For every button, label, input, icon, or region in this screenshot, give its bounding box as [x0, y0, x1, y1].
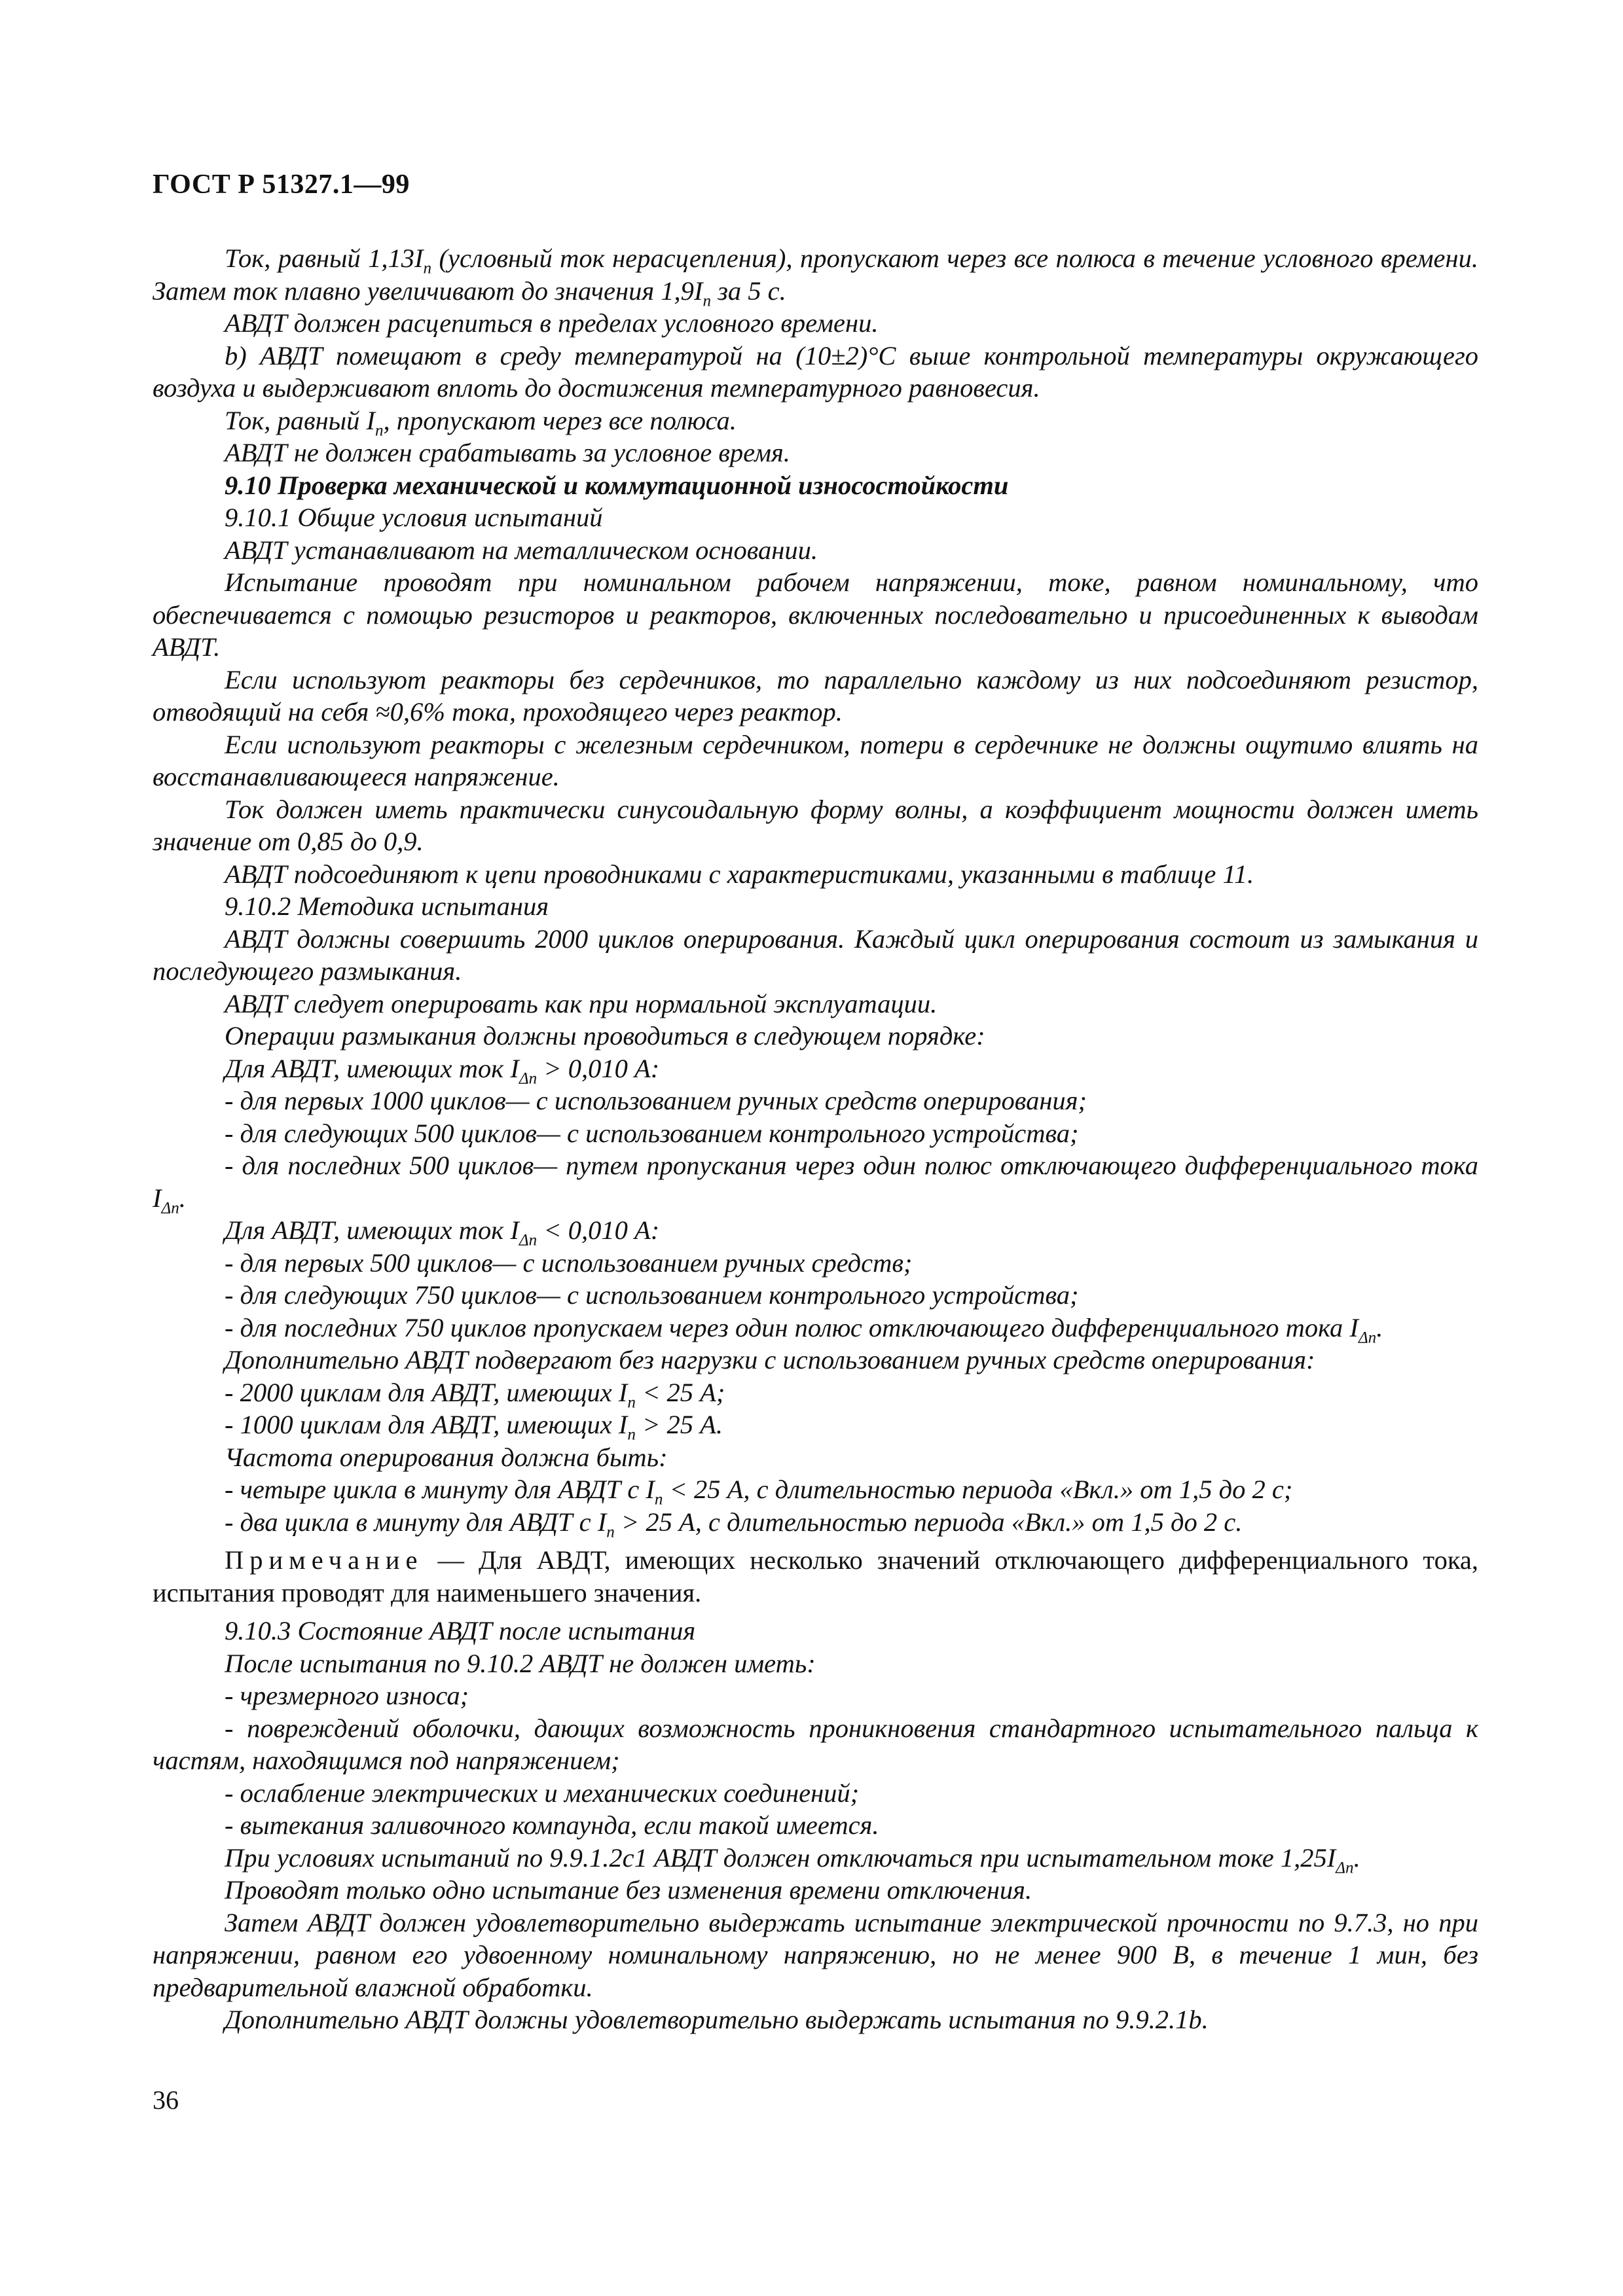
list-item: - два цикла в минуту для АВДТ с $I_n > 25$ А, с длительностью периода «Вкл.» от 1,5 до 2 с.: [225, 1507, 1243, 1541]
list-item: - повреждений оболочки, дающих возможность проникновения стандартного испытательного пальца к частям, находящимся под напряжением;: [153, 1713, 1478, 1775]
list-item: - вытекания заливочного компаунда, если такой имеется.: [225, 1810, 879, 1840]
paragraph: Ток, равный $I_n$, пропускают через все полюса.: [225, 405, 737, 440]
page-number: 36: [153, 2085, 179, 2115]
list-item: - для последних 750 циклов пропускаем через один полюс отключающего дифференциального тока $I_{\Delta n}$.: [225, 1312, 1383, 1347]
list-item: - четыре цикла в минуту для АВДТ с $I_n < 25$ А, с длительностью периода «Вкл.» от 1,5 до 2 с;: [225, 1475, 1293, 1509]
list-item: - для следующих 500 циклов— с использованием контрольного устройства;: [225, 1118, 1079, 1148]
document-body: [153, 242, 1478, 2036]
paragraph: АВДТ подсоединяют к цепи проводниками с характеристиками, указанными в таблице 11.: [225, 859, 1254, 889]
paragraph: Операции размыкания должны проводиться в следующем порядке:: [225, 1021, 985, 1050]
list-item: - чрезмерного износа;: [225, 1681, 469, 1710]
paragraph: АВДТ должен расцепиться в пределах условного времени.: [225, 308, 879, 338]
list-item: - для первых 1000 циклов— с использованием ручных средств оперирования;: [225, 1086, 1087, 1115]
paragraph: Испытание проводят при номинальном рабочем напряжении, токе, равном номинальному, что обеспечивается с помощью резисторов и реакторов, включенных последовательно и присоединенных к выводам АВДТ.: [153, 567, 1478, 662]
paragraph: Проводят только одно испытание без изменения времени отключения.: [225, 1875, 1032, 1905]
document-code-header: ГОСТ Р 51327.1—99: [153, 170, 410, 200]
paragraph: При условиях испытаний по 9.9.1.2c1 АВДТ должен отключаться при испытательном токе $1,25I_{\Delta n}$.: [225, 1842, 1360, 1877]
paragraph: b) АВДТ помещают в среду температурой на (10±2)°С выше контрольной температуры окружающего воздуха и выдерживают вплоть до достижения температурного равновесия.: [153, 340, 1478, 403]
list-item: - 1000 циклам для АВДТ, имеющих $I_n > 25$ А.: [225, 1410, 723, 1444]
list-item: - для первых 500 циклов— с использованием ручных средств;: [225, 1247, 913, 1278]
paragraph: АВДТ не должен срабатывать за условное время.: [225, 438, 790, 467]
list-item: - ослабление электрических и механических соединений;: [225, 1778, 860, 1808]
list-item: - для последних 500 циклов— путем пропускания через один полюс отключающего дифференциального тока $I_{\Delta n}$.: [153, 1151, 1478, 1217]
paragraph: Частота оперирования должна быть:: [225, 1442, 668, 1472]
paragraph: Дополнительно АВДТ должны удовлетворительно выдержать испытания по 9.9.2.1b.: [225, 2005, 1209, 2034]
subsection-heading: 9.10.2 Методика испытания: [225, 891, 549, 921]
paragraph: Если используют реакторы без сердечников, то параллельно каждому из них подсоединяют резистор, отводящий на себя ≈0,6% тока, проходящего через реактор.: [153, 664, 1478, 726]
subsection-heading: 9.10.1 Общие условия испытаний: [225, 503, 603, 532]
paragraph: Дополнительно АВДТ подвергают без нагрузки с использованием ручных средств оперирования:: [225, 1345, 1315, 1374]
paragraph: АВДТ должны совершить 2000 циклов оперирования. Каждый цикл оперирования состоит из замыкания и последующего размыкания.: [153, 924, 1478, 986]
paragraph: АВДТ устанавливают на металлическом основании.: [225, 535, 818, 565]
paragraph: Если используют реакторы с железным сердечником, потери в сердечнике не должны ощутимо влиять на восстанавливающееся напряжение.: [153, 729, 1478, 791]
paragraph: Для АВДТ, имеющих ток $I_{\Delta n} < 0,010$ А:: [225, 1215, 660, 1249]
note-label: Примечание: [225, 1545, 424, 1575]
note-text: — Для АВДТ, имеющих несколько значений отключающего дифференциального тока, испытания проводят для наименьшего значения.: [153, 1545, 1478, 1607]
section-heading: 9.10 Проверка механической и коммутационной износостойкости: [225, 470, 1009, 500]
paragraph: АВДТ следует оперировать как при нормальной эксплуатации.: [225, 988, 938, 1018]
paragraph: Ток, равный $1,13I_n$ (условный ток нерасцепления), пропускают через все полюса в течение условного времени. Затем ток плавно увеличивают до значения $1,9I_n$ за 5 с.: [153, 243, 1478, 310]
note: [153, 1544, 1478, 1609]
list-item: - для следующих 750 циклов— с использованием контрольного устройства;: [225, 1280, 1079, 1310]
paragraph: После испытания по 9.10.2 АВДТ не должен иметь:: [225, 1648, 816, 1678]
subsection-heading: 9.10.3 Состояние АВДТ после испытания: [225, 1616, 696, 1645]
paragraph: Ток должен иметь практически синусоидальную форму волны, а коэффициент мощности должен иметь значение от 0,85 до 0,9.: [153, 794, 1478, 856]
list-item: - 2000 циклам для АВДТ, имеющих $I_n < 25$ А;: [225, 1377, 725, 1412]
paragraph: Для АВДТ, имеющих ток $I_{\Delta n} > 0,010$ А:: [225, 1053, 660, 1088]
paragraph: Затем АВДТ должен удовлетворительно выдержать испытание электрической прочности по 9.7.3, но при напряжении, равном его удвоенному номинальному напряжению, но не менее 900 В, в течение 1 мин, без предварительной влажной обработки.: [153, 1907, 1478, 2002]
